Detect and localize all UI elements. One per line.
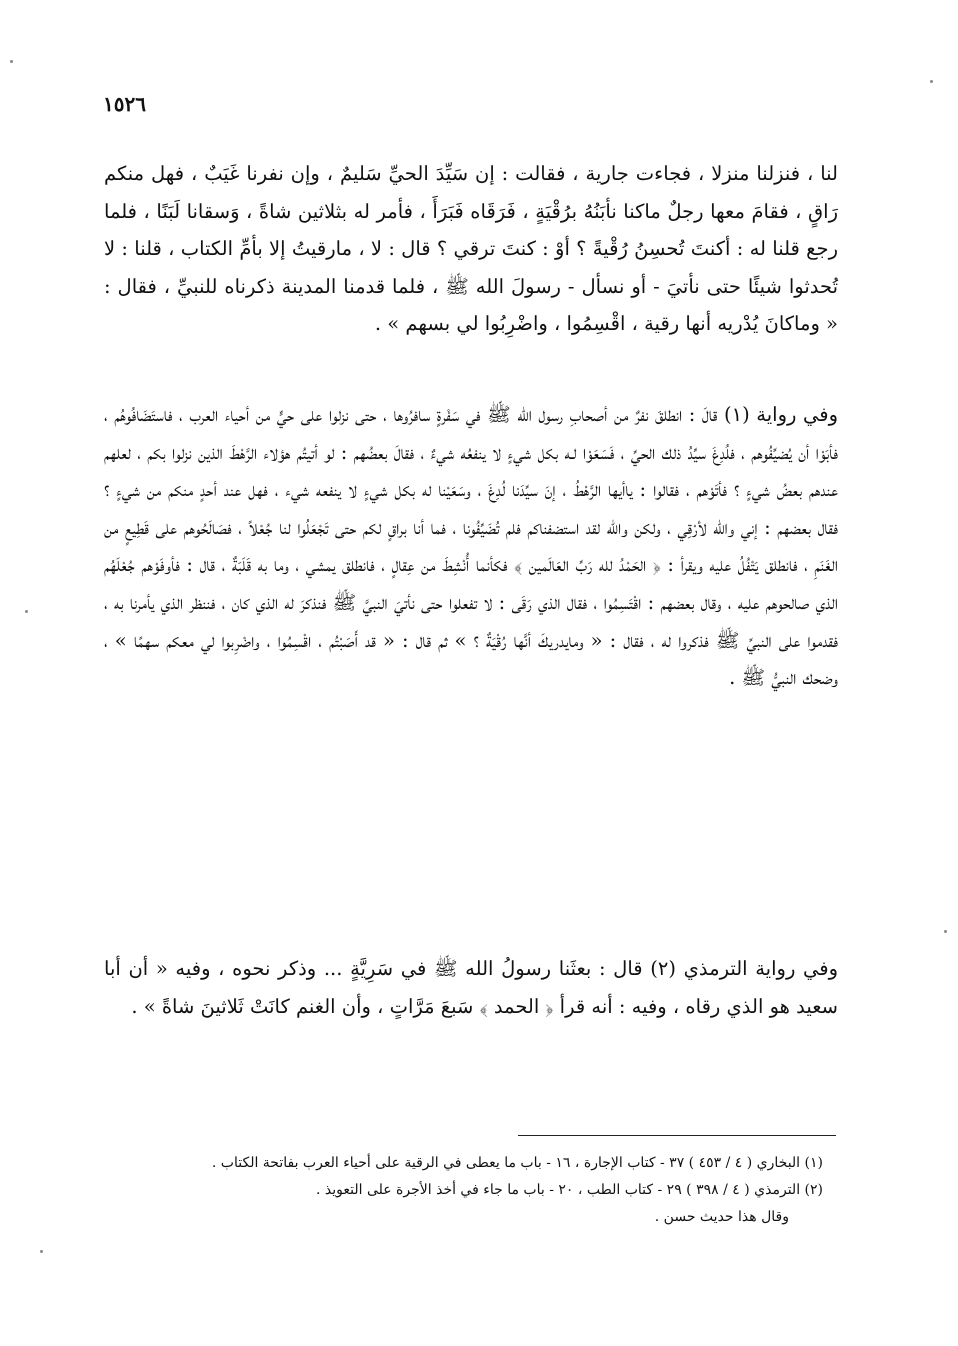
footnote-divider [518,1135,836,1136]
scan-speck [944,930,947,933]
paragraph-text: لنا ، فنزلنا منزلا ، فجاءت جارية ، فقالت : إن سَيِّدَ الحيِّ سَليمٌ ، وإن نفرنا غَيَبٌ ، فهل منكم رَاقٍ ، فقامَ معها رجلٌ ماكنا نأبَنُهُ برُقْيَةٍ ، فَرَقَاه فَبَرَأَ ، فأمر له بثلاثين شاةً ، وَسقانا لَبَنًا ، فلما رجع قلنا له : أكنتَ تُحسِنُ رُقْيةً ؟ أوْ : كنتَ ترقي ؟ قال : لا ، مارقيتُ إلا بأمِّ الكتاب ، قلنا : لا تُحدثوا شيئًا حتى نأتيَ - أو نسأل - رسولَ الله ﷺ ، فلما قدمنا المدينة ذكرناه للنبيِّ ، فقال : « وماكانَ يُدْريه أنها رقية ، اقْسِمُوا ، واضْرِبُوا لي بسهم » . [104,162,838,336]
scan-speck [40,1250,43,1253]
paragraph-text: وفي رواية الترمذي (٢) قال : بعثَنا رسولُ الله ﷺ في سَرِيَّةٍ ... وذكر نحوه ، وفيه « أن أبا سعيد هو الذي رقاه ، وفيه : أنه قرأ ﴿ الحمد ﴾ سَبعَ مَرَّاتٍ ، وأن الغنم كانَتْ ثَلاثينَ شاةً » . [104,957,839,1018]
footnotes [140,1150,823,1231]
page-number: ١٥٢٦ [103,92,146,116]
body-paragraph [104,950,838,1025]
scan-speck [930,80,933,83]
body-paragraph [104,396,838,697]
footnote-2: (٢) الترمذي ( ٤ / ٣٩٨ ) ٢٩ - كتاب الطب ، ٢٠ - باب ما جاء في أخذ الأجرة على التعويذ . [315,1182,823,1198]
scan-speck [10,60,13,63]
body-paragraph [104,155,838,343]
scan-speck [25,610,28,613]
footnote-1: (١) البخاري ( ٤ / ٤٥٣ ) ٣٧ - كتاب الإجارة ، ١٦ - باب ما يعطى في الرقية على أحياء العرب بفاتحة الكتاب . [211,1155,823,1171]
paragraph-text: وفي رواية (١) قالَ : انطلقَ نفرٌ من أصحابِ رسول الله ﷺ في سَفْرةٍ سافرُوها ، حتى نزلوا على حيٍّ من أحياء العرب ، فاستَضَافُوهُم ، فأبَوْا أن يُضيِّفُوهم ، فلُدِغَ سيِّدُ ذلك الحيِّ ، فَسَعَوْا لـه بكل شيءٍ لا ينفعُه شيءٌ ، فقالَ بعضُهم : لو أتيتُم هؤلاء الرَّهْطَ الذين نزلوا بكم ، لعلهم عندهم بعضُ شيءٍ ؟ فأتَوْهم ، فقالوا : ياأيها الرَّهْطُ ، إنَ سيِّدَنا لُدِغَ ، وسَعَيْنا له بكل شيءٍ لا ينفعه شيء ، فهل عند أحدٍ منكم من شيءٍ ؟ فقال بعضهم : إني والله لأرْقِي ، ولكن والله لقد استضفناكم فلم تُضَيِّفُونا ، فما أنا براقٍ لكم حتى تَجْعَلُوا لنا جُعْلاً ، فصَالَحُوهم على قَطِيعٍ من الغَنَمِ ، فانطلق يَتْفُلُ عليه ويقرأ : ﴿ الحَمْدُ لله رَبِّ العَالَمين ﴾ فكأنما أُنْشِطَ من عِقالٍ ، فانطلق يمشي ، وما به قَلَبَةٌ ، قال : فأوفَوْهم جُعْلَهُم الذي صالحوهم عليه ، وقال بعضهم : اقْتَسِمُوا ، فقال الذي رَقَى : لا تفعلوا حتى نأتيَ النبيَّ ﷺ فنذكرَ له الذي كان ، فننظر الذي يأمرنا به ، فقدموا على النبيِّ ﷺ فذكروا له ، فقال : « ومايدريكَ أنَّها رُقْيَةٌ ؟ » ثم قال : « قد أَصَبْتُم ، اقْسِمُوا ، واضْرِبوا لي معكم سهمًا » ، وضحك النبيُّ ﷺ . [104,403,838,690]
footnote-2-continuation: وقال هذا حديث حسن . [654,1209,789,1225]
